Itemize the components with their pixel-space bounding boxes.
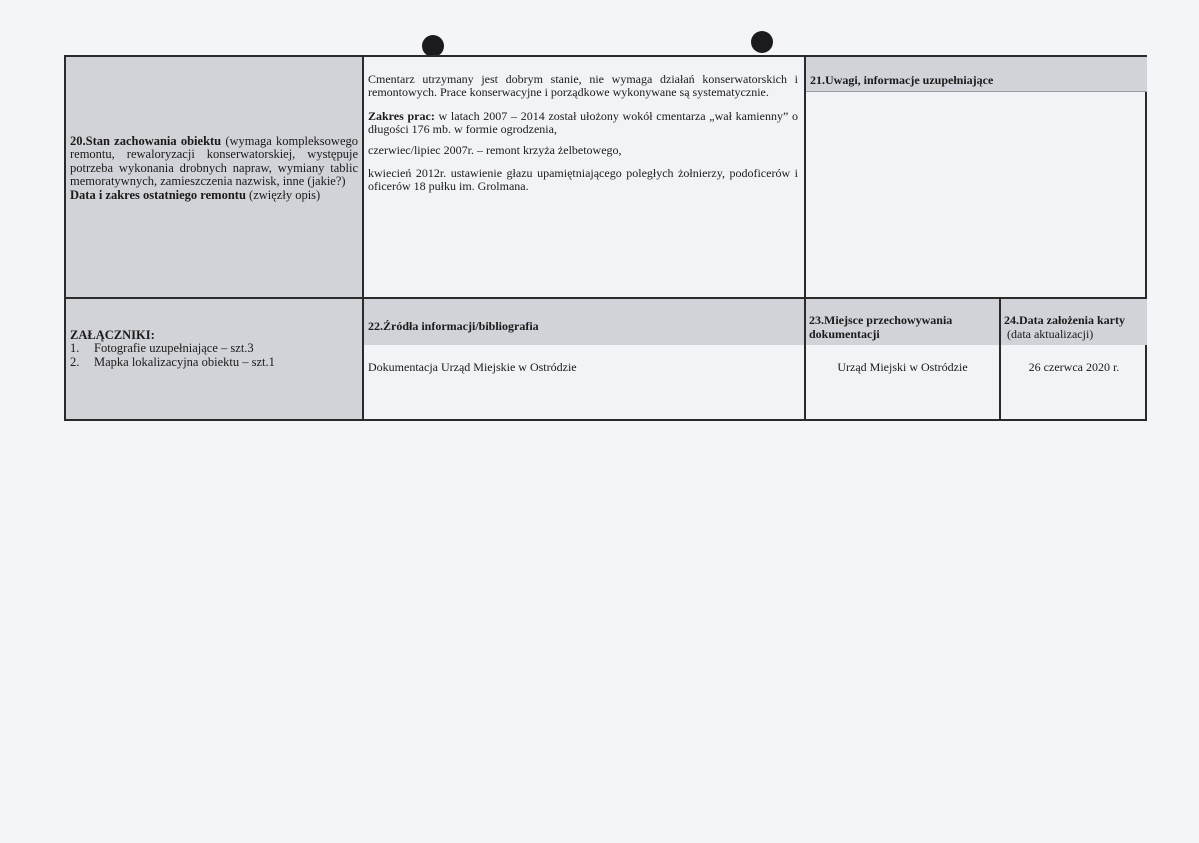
punch-hole-right — [751, 31, 773, 53]
section-22-cell — [364, 299, 806, 419]
section-22-header — [364, 299, 804, 345]
condition-paragraph: Cmentarz utrzymany jest dobrym stanie, nie wymaga działań konserwatorskich i remontowych. Prace konserwacyjne i porządkowe wykonywane są systematycznie. — [368, 72, 798, 100]
attachments-title: ZAŁĄCZNIKI: — [70, 328, 155, 342]
section-20-title: 20.Stan zachowania obiektu — [70, 134, 222, 148]
section-23-header — [806, 299, 999, 345]
attachments-text — [70, 329, 275, 369]
section-23-title: 23.Miejsce przechowywania dokumentacji — [809, 313, 953, 341]
works-item-cross: czerwiec/lipiec 2007r. – remont krzyża żelbetowego, — [368, 142, 622, 157]
section-20-subtitle-note: (zwięzły opis) — [245, 187, 321, 202]
section-20-subtitle: Data i zakres ostatniego remontu — [70, 187, 246, 202]
section-24-note: (data aktualizacji) — [1007, 327, 1094, 341]
attachments-cell — [66, 299, 364, 419]
record-card-table — [64, 55, 1147, 421]
section-23-value: Urząd Miejski w Ostródzie — [837, 360, 968, 374]
works-paragraph — [368, 110, 798, 137]
punch-hole-left — [422, 35, 444, 57]
section-21-cell — [806, 57, 1147, 297]
section-20-description: (wymaga kompleksowego remontu, rewaloryzacji konserwatorskiej, występuje potrzeba wykonania drobnych napraw, wymiany tablic memoratywnych, zamieszczenia nazwisk, inne (jakie?) — [70, 134, 358, 189]
section-21-title: 21.Uwagi, informacje uzupełniające — [810, 73, 994, 87]
attachments-list — [70, 342, 275, 369]
section-24-value: 26 czerwca 2020 r. — [1028, 360, 1120, 374]
works-text: w latach 2007 – 2014 został ułożony wokół cmentarza „wał kamienny” o długości 176 mb. w formie ogrodzenia, — [368, 108, 798, 137]
attachment-item: 2. Mapka lokalizacyjna obiektu – szt.1 — [70, 354, 275, 369]
condition-text — [368, 73, 798, 204]
section-20-label-cell — [66, 57, 364, 297]
section-24-heading — [1004, 313, 1125, 341]
condition-content-cell — [364, 57, 806, 297]
section-22-value: Dokumentacja Urząd Miejskie w Ostródzie — [368, 360, 577, 374]
section-24-cell — [1001, 299, 1147, 419]
works-item-boulder: kwiecień 2012r. ustawienie głazu upamiętniającego poległych żołnierzy, podoficerów i oficerów 18 pułku im. Grolmana. — [368, 166, 798, 194]
attachment-item: 1. Fotografie uzupełniające – szt.3 — [70, 341, 254, 356]
section-23-cell — [806, 299, 1001, 419]
works-label: Zakres prac: — [368, 108, 435, 123]
section-24-title: 24.Data założenia karty — [1004, 313, 1125, 327]
section-22-title: 22.Źródła informacji/bibliografia — [368, 319, 539, 333]
section-24-header — [1001, 299, 1147, 345]
section-21-header — [806, 57, 1147, 92]
section-20-text — [70, 135, 358, 202]
